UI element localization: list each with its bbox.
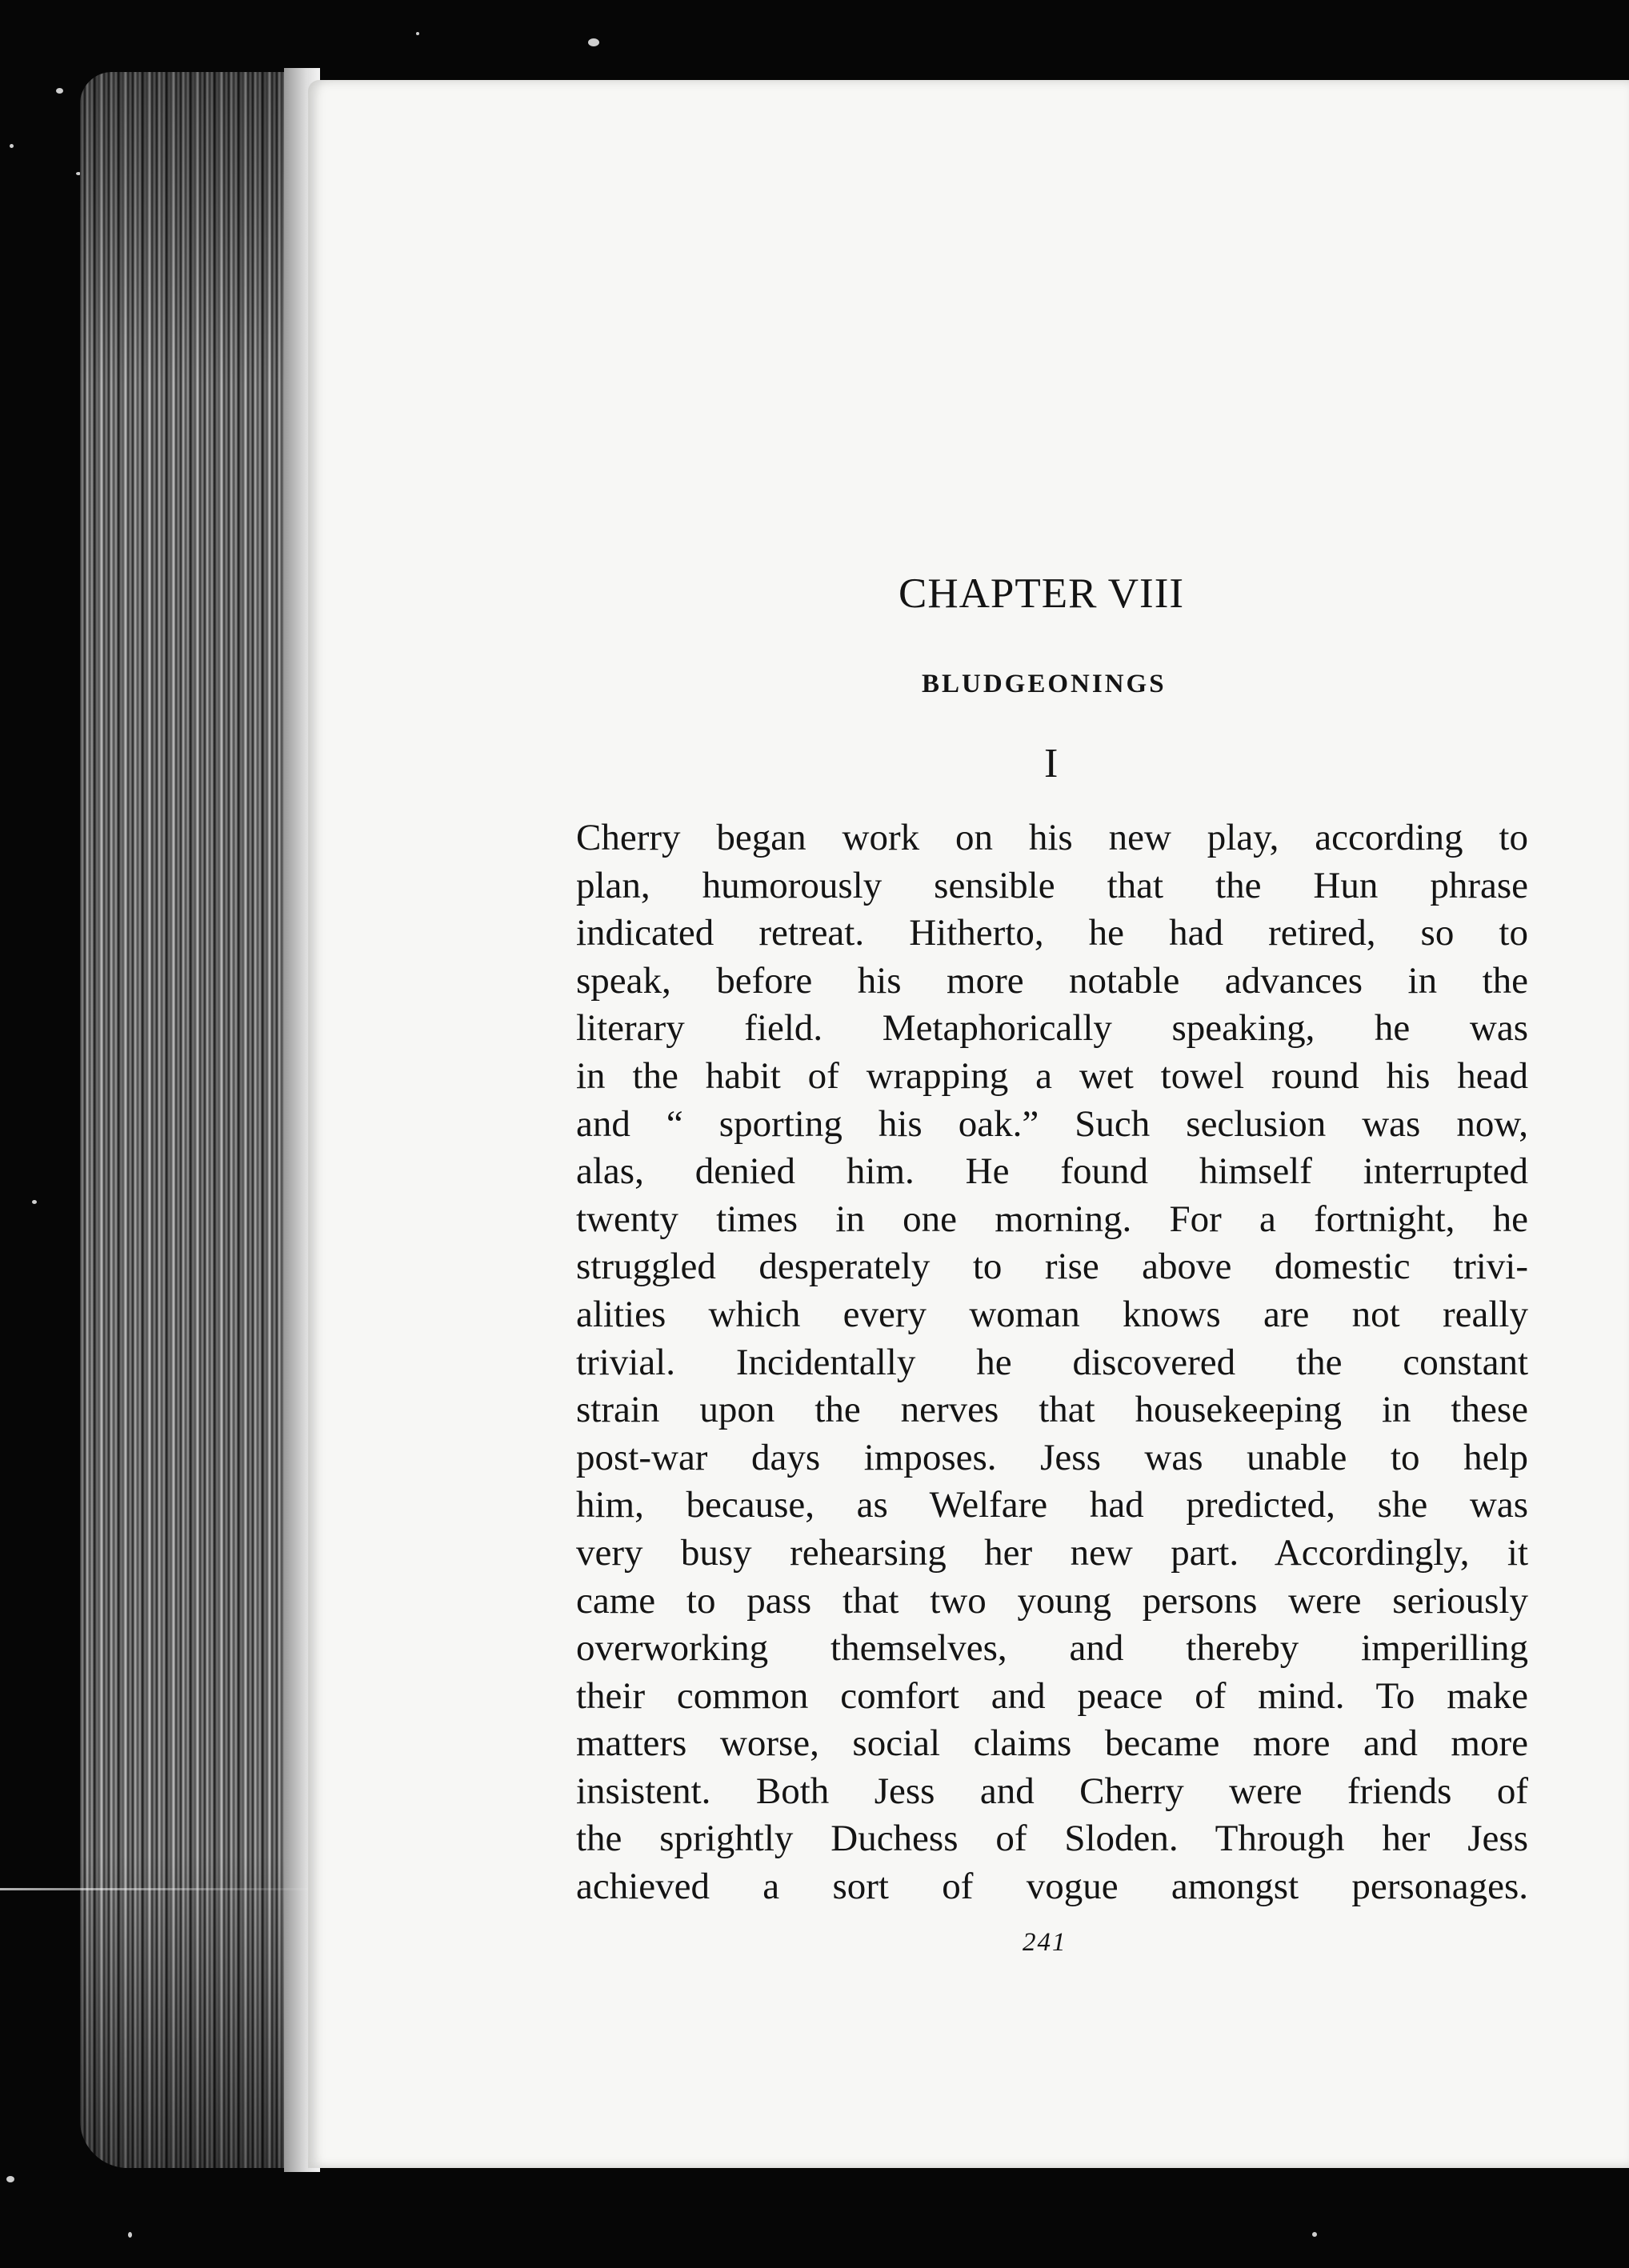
dust-speck [56,88,63,94]
body-line: and “ sporting his oak.” Such seclusion was now, [576,1102,1528,1145]
dust-speck [588,38,599,46]
body-line: trivial. Incidentally he discovered the constant [576,1341,1528,1383]
dust-speck [32,1200,37,1204]
body-line: the sprightly Duchess of Sloden. Through her Jess [576,1818,1528,1860]
body-line: their common comfort and peace of mind. To make [576,1674,1528,1717]
body-line: struggled desperately to rise above domestic trivi- [576,1246,1528,1288]
page-edges [80,72,312,2168]
section-numeral: I [1044,741,1059,786]
dust-speck [416,32,419,35]
body-line: very busy rehearsing her new part. Accordingly, it [576,1531,1528,1574]
dust-speck [128,2232,132,2238]
body-line: post-war days imposes. Jess was unable to help [576,1436,1528,1478]
body-line: twenty times in one morning. For a fortnight, he [576,1198,1528,1240]
dust-speck [10,144,14,148]
body-line: speak, before his more notable advances in the [576,959,1528,1002]
body-line: him, because, as Welfare had predicted, she was [576,1484,1528,1526]
body-line: achieved a sort of vogue amongst personages. [576,1866,1528,1908]
body-text [576,814,1528,1911]
body-line: Cherry began work on his new play, according to [576,817,1528,858]
scan-artifact-line [0,1888,336,1890]
body-line: came to pass that two young persons were seriously [576,1579,1528,1622]
chapter-heading: CHAPTER VIII [899,570,1184,617]
body-line: insistent. Both Jess and Cherry were friends of [576,1770,1528,1812]
body-line: plan, humorously sensible that the Hun phrase [576,864,1528,906]
body-line: in the habit of wrapping a wet towel round his head [576,1054,1528,1097]
body-line: alities which every woman knows are not really [576,1293,1528,1335]
body-line: matters worse, social claims became more and more [576,1722,1528,1765]
dust-speck [6,2176,14,2182]
body-line: literary field. Metaphorically speaking, he was [576,1007,1528,1050]
body-line: indicated retreat. Hitherto, he had retired, so to [576,912,1528,954]
body-line: alas, denied him. He found himself interrupted [576,1150,1528,1193]
page-number: 241 [1023,1928,1067,1957]
body-line: overworking themselves, and thereby imperilling [576,1627,1528,1670]
dust-speck [1312,2232,1317,2237]
chapter-title: BLUDGEONINGS [922,670,1167,698]
body-line: strain upon the nerves that housekeeping in these [576,1389,1528,1431]
